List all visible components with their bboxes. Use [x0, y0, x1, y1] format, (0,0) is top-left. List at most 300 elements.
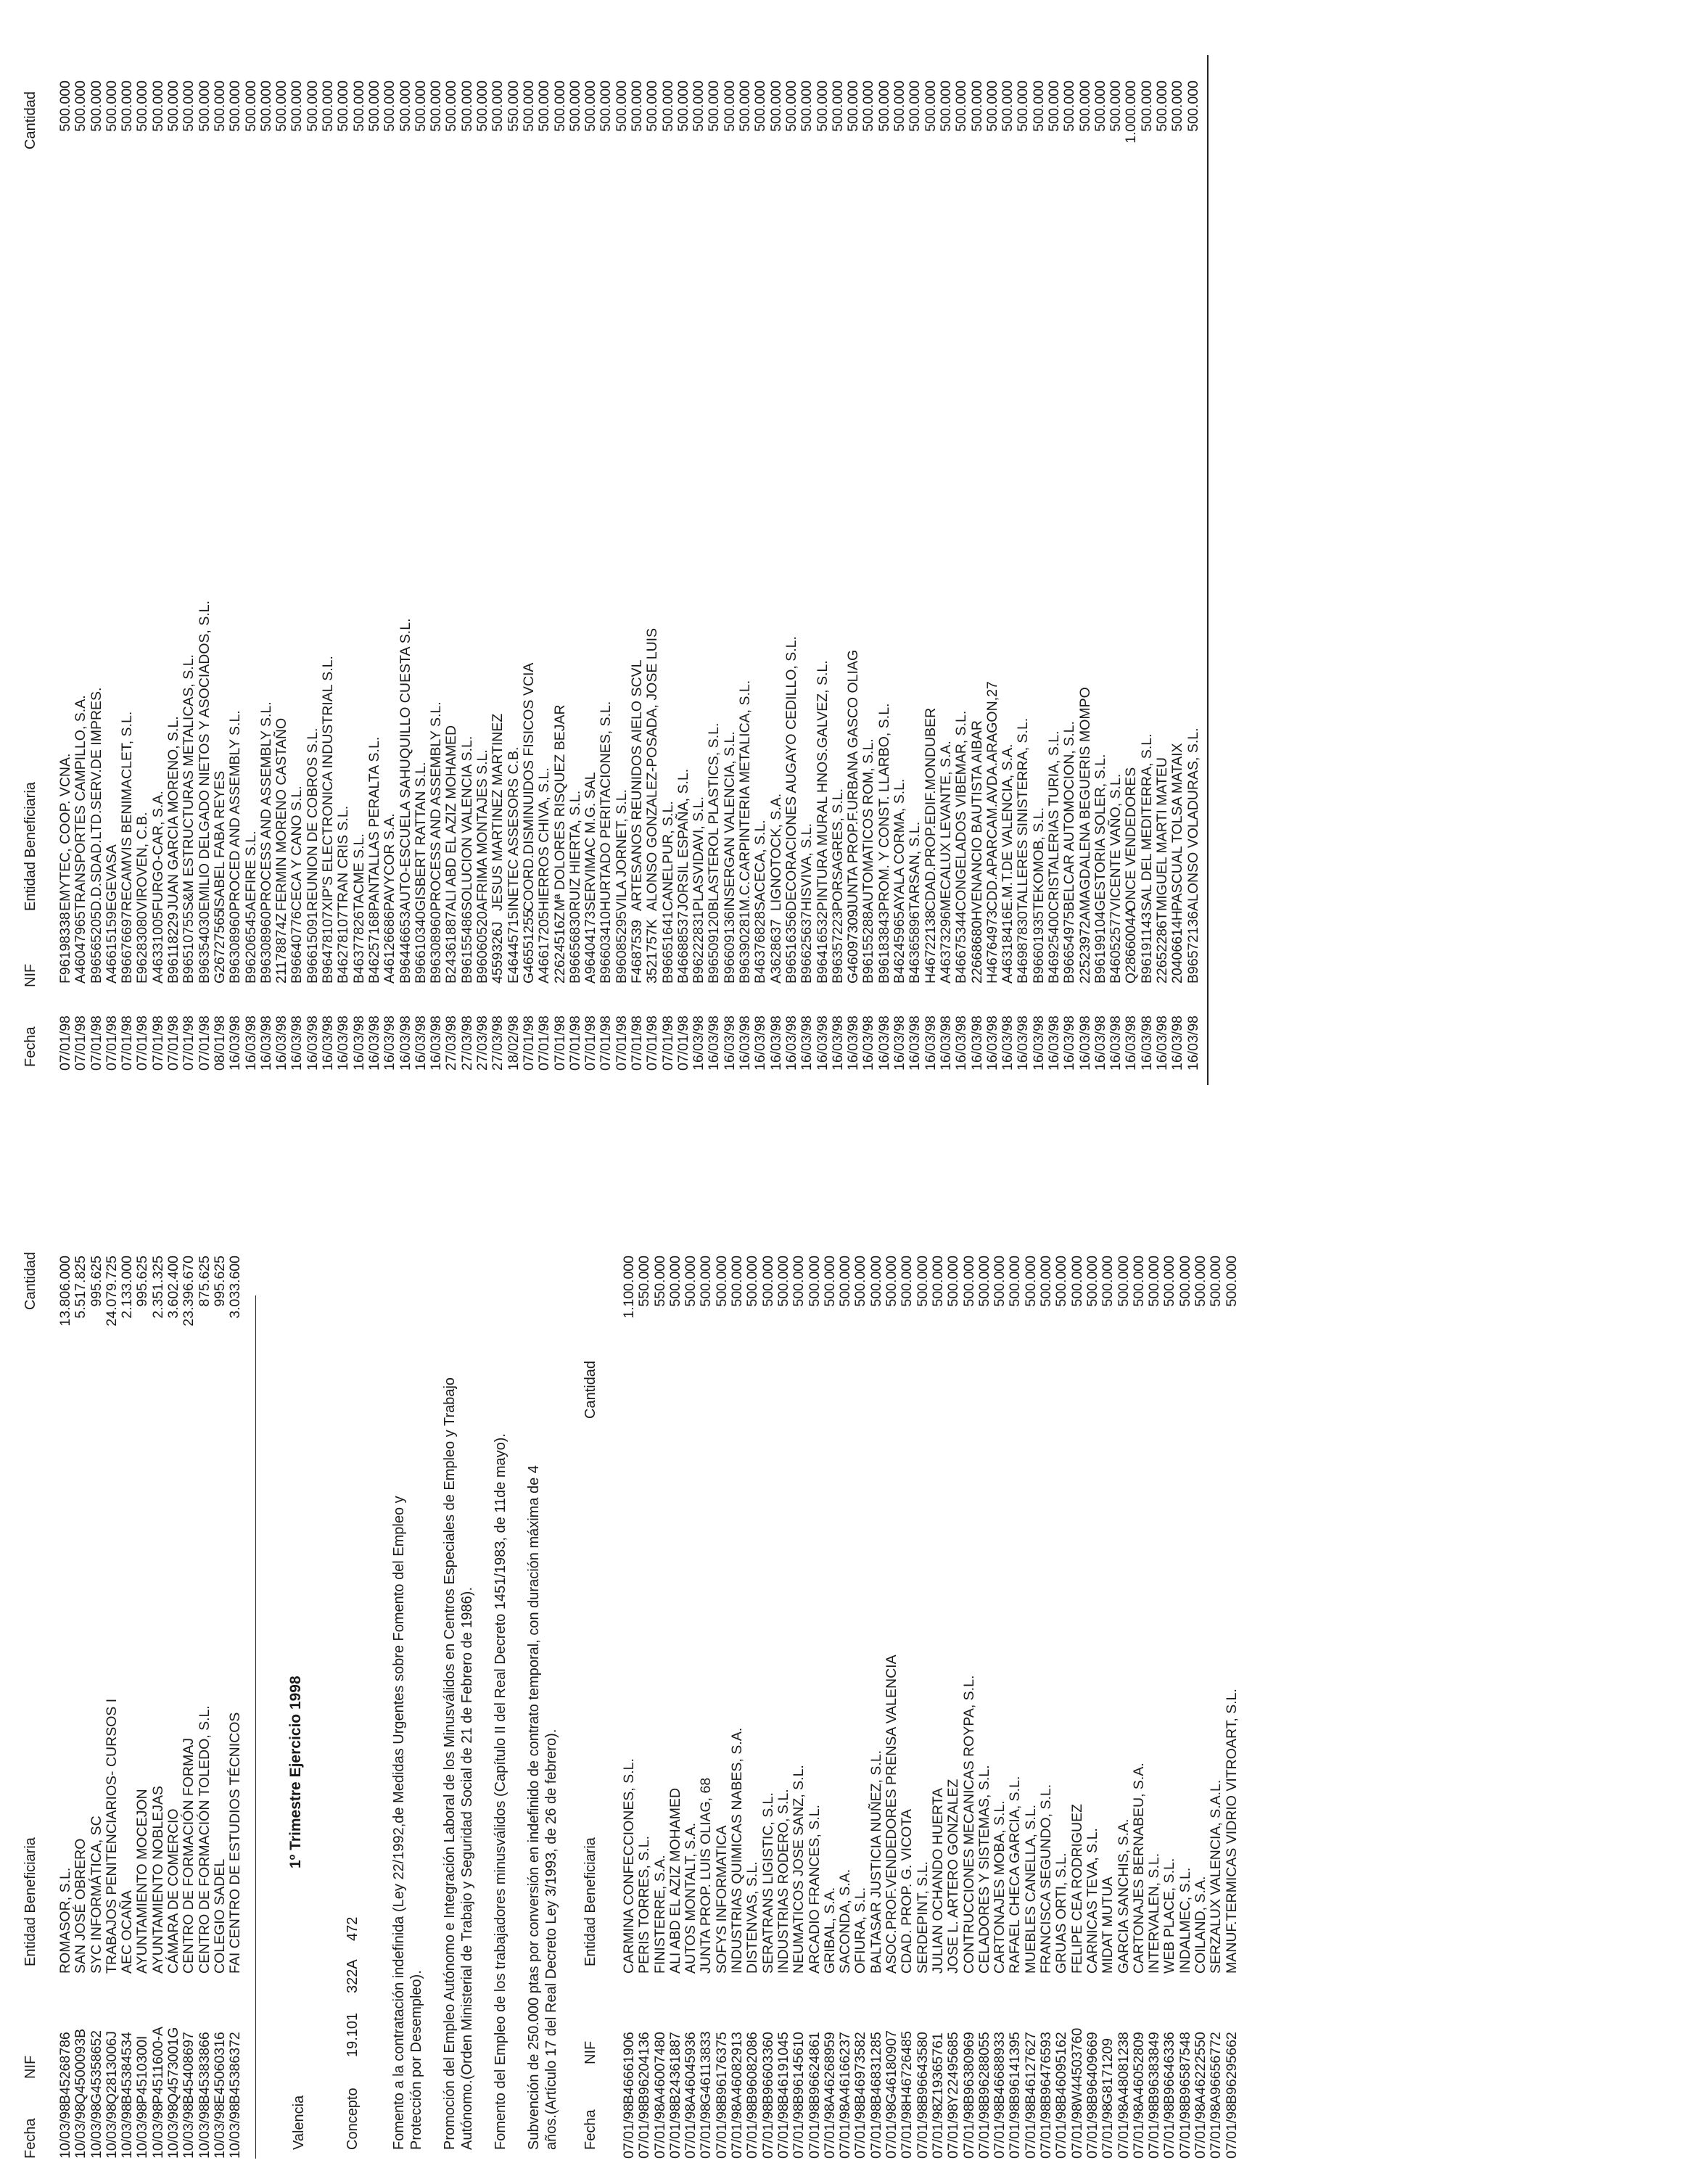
date-cell: 07/01/98	[181, 1015, 197, 1071]
nif-cell: E96283080	[134, 911, 151, 984]
entity-cell: INTERVALEN, S.L.	[1146, 1853, 1163, 1974]
amount-cell: 500.000	[1100, 1256, 1116, 1307]
date-cell: 07/01/98	[567, 1015, 583, 1071]
date-cell: 07/01/98	[536, 1015, 553, 1071]
nif-cell: Q4573001G	[165, 2027, 182, 2104]
date-cell: 07/01/98	[119, 1015, 136, 1071]
nif-cell: B96206545	[242, 911, 259, 984]
entity-cell: SERATRANS LIGISTIC, S.L.	[759, 1792, 776, 1974]
amount-cell: 500.000	[829, 81, 846, 132]
nif-cell: B96416532	[814, 911, 831, 984]
entity-cell: CRISTALERIAS TURIA, S.L.	[1046, 730, 1062, 911]
entity-cell: DISTENVAS, S.L.	[744, 1861, 761, 1974]
entity-cell: VIROVEN, C.B.	[134, 812, 151, 911]
date-cell: 10/03/98	[196, 2103, 213, 2159]
entity-cell: VENANCIO BAUTISTA AIBAR	[968, 720, 985, 911]
amount-cell: 500.000	[937, 81, 954, 132]
date-cell: 07/01/98	[196, 1015, 213, 1071]
date-cell: 08/01/98	[211, 1015, 228, 1071]
paragraph-2-line-1: Promoción del Empleo Autónomo e Integración Laboral de los Minusválidos en Centros Especiales de Empleo y Trabajo	[442, 1377, 458, 2150]
nif-cell: A46615159	[103, 911, 120, 984]
entity-cell: ARCADIO FRANCES, S.L.	[806, 1805, 823, 1974]
amount-cell: 500.000	[567, 81, 583, 132]
date-cell: 07/01/98	[1161, 2103, 1178, 2159]
amount-cell: 500.000	[644, 81, 661, 132]
nif-cell: Y22495685	[945, 2032, 962, 2104]
date-cell: 16/03/98	[953, 1015, 970, 1071]
header-entidad: Entidad Beneficiaria	[22, 1837, 38, 1966]
date-cell: 07/01/98	[775, 2103, 791, 2159]
date-cell: 07/01/98	[1146, 2103, 1163, 2159]
nif-cell: B46127627	[1022, 2032, 1039, 2104]
date-cell: 10/03/98	[181, 2103, 197, 2159]
date-cell: 16/03/98	[799, 1015, 815, 1071]
amount-cell: 500.000	[551, 81, 568, 132]
entity-cell: TALLERES SINISTERRA, S.L.	[1015, 717, 1032, 911]
concepto-label: Concepto	[345, 2088, 361, 2150]
entity-cell: E.M.T.DE VALENCIA, S.A.	[1000, 743, 1016, 911]
entity-cell: PAVYCOR S.A.	[382, 813, 398, 911]
date-cell: 16/03/98	[1138, 1015, 1155, 1071]
amount-cell: 500.000	[1038, 1256, 1055, 1307]
date-cell: 07/01/98	[744, 2103, 761, 2159]
amount-cell: 500.000	[1046, 81, 1062, 132]
date-cell: 07/01/98	[1208, 2103, 1224, 2159]
date-cell: 16/03/98	[382, 1015, 398, 1071]
amount-cell: 500.000	[211, 81, 228, 132]
amount-cell: 500.000	[366, 81, 382, 132]
date-cell: 16/03/98	[937, 1015, 954, 1071]
nif-cell: A46222550	[1192, 2032, 1209, 2104]
entity-cell: VILA JORNET, S.L.	[613, 789, 630, 911]
amount-cell: 500.000	[1208, 1256, 1224, 1307]
amount-cell: 500.000	[814, 81, 831, 132]
amount-cell: 24.079.725	[103, 1256, 120, 1327]
amount-cell: 500.000	[443, 81, 460, 132]
entity-cell: MANUF.TERMICAS VIDRIO VITROART, S.L.	[1223, 1689, 1240, 1974]
entity-cell: S&M ESTRUCTURAS METALICAS, S.L.	[181, 654, 197, 911]
nif-cell: G8171209	[1100, 2037, 1116, 2104]
date-cell: 27/03/98	[443, 1015, 460, 1071]
date-cell: 07/01/98	[628, 1015, 645, 1071]
nif-cell: B96587548	[1177, 2032, 1193, 2104]
header-nif: NIF	[22, 2055, 38, 2079]
amount-cell: 2.133.000	[119, 1256, 136, 1319]
nif-cell: B45383866	[196, 2032, 213, 2104]
paragraph-4-line-2: años.(Artículo 17 del Real Decreto Ley 3/1993, de 26 de febrero).	[543, 1728, 559, 2150]
amount-cell: 500.000	[729, 1256, 746, 1307]
entity-cell: JUNTA PROP. LUIS OLIAG, 68	[698, 1777, 715, 1974]
entity-cell: CONGELADOS VIBEMAR, S.L.	[953, 710, 970, 911]
entity-cell: EMYTEC, COOP. VCNA.	[57, 753, 73, 911]
header-fecha-r: Fecha	[22, 1026, 38, 1067]
date-cell: 07/01/98	[636, 2103, 653, 2159]
nif-cell: B96060520	[474, 911, 491, 984]
entity-cell: AUTOS MONTALT, S.A.	[683, 1822, 699, 1974]
entity-cell: JUNTA PROP.F.URBANA GASCO OLIAG	[845, 649, 862, 911]
entity-cell: TRAN CRIS S.L.	[335, 805, 352, 911]
amount-cell: 500.000	[57, 81, 73, 132]
date-cell: 07/01/98	[868, 2103, 884, 2159]
amount-cell: 500.000	[474, 81, 491, 132]
entity-cell: FERMIN MORENO CASTAÑO	[273, 717, 290, 911]
date-cell: 07/01/98	[884, 2103, 900, 2159]
date-cell: 07/01/98	[1130, 2103, 1147, 2159]
entity-cell: PERIS TORRES, S.L.	[636, 1835, 653, 1974]
amount-cell: 500.000	[382, 81, 398, 132]
amount-cell: 500.000	[922, 81, 939, 132]
entity-cell: AEC OCAÑA	[119, 1890, 136, 1974]
entity-cell: EMILIO DELGADO NIETOS Y ASOCIADOS, S.L.	[196, 600, 213, 911]
amount-cell: 500.000	[1146, 1256, 1163, 1307]
amount-cell: 5.517.825	[73, 1256, 89, 1319]
entity-cell: M.C.CARPINTERIA METALICA, S.L.	[737, 680, 754, 911]
date-cell: 16/03/98	[767, 1015, 784, 1071]
nif-cell: B96656830	[567, 911, 583, 984]
date-cell: 07/01/98	[659, 1015, 676, 1071]
amount-cell: 500.000	[1053, 1256, 1070, 1307]
nif-cell: P4510300I	[134, 2035, 151, 2104]
entity-cell: CELADORES Y SISTEMAS, S.L.	[976, 1765, 992, 1974]
date-cell: 16/03/98	[706, 1015, 722, 1071]
amount-cell: 500.000	[907, 81, 923, 132]
amount-cell: 500.000	[945, 1256, 962, 1307]
amount-cell: 500.000	[744, 1256, 761, 1307]
header-entidad-2: Entidad Beneficiaria	[582, 1837, 598, 1966]
nif-cell: 22652286T	[1154, 912, 1171, 984]
nif-cell: A46126686	[382, 911, 398, 984]
entity-cell: CENTRO DE FORMACIÓN FORMAJ	[181, 1738, 197, 1974]
amount-cell: 500.000	[1000, 81, 1016, 132]
date-cell: 10/03/98	[88, 2103, 104, 2159]
nif-cell: A46007480	[651, 2032, 668, 2104]
nif-cell: A46318416	[1000, 911, 1016, 984]
entity-cell: TARSAN, S.L.	[907, 821, 923, 911]
amount-cell: 3.602.400	[165, 1256, 182, 1319]
amount-cell: 500.000	[598, 81, 614, 132]
date-cell: 16/03/98	[1030, 1015, 1047, 1071]
nif-cell: B96308960	[258, 911, 274, 984]
nif-cell: B96646336	[1161, 2032, 1178, 2104]
entity-cell: JESUS MARTINEZ MARTINEZ	[490, 713, 506, 911]
date-cell: 16/03/98	[876, 1015, 892, 1071]
amount-cell: 2.351.325	[149, 1256, 166, 1319]
nif-cell: B96383849	[1146, 2032, 1163, 2104]
nif-cell: H46764973	[984, 910, 1000, 984]
date-cell: 07/01/98	[1007, 2103, 1024, 2159]
nif-cell: 3521757K	[644, 919, 661, 984]
date-cell: 16/03/98	[1169, 1015, 1186, 1071]
entity-cell: MIGUEL MARTI MATEU	[1154, 757, 1171, 911]
entity-cell: PORSAGRES, S.L.	[829, 788, 846, 911]
nif-cell: B96603410	[598, 911, 614, 984]
amount-cell: 500.000	[691, 81, 707, 132]
date-cell: 07/01/98	[914, 2103, 931, 2159]
amount-cell: 500.000	[968, 81, 985, 132]
date-cell: 10/03/98	[73, 2103, 89, 2159]
nif-cell: B96510755	[181, 911, 197, 984]
entity-cell: CDD.APARCAM.AVDA.ARAGON,27	[984, 681, 1000, 911]
nif-cell: 22668680H	[968, 910, 985, 984]
nif-cell: B46245965	[892, 911, 908, 984]
amount-cell: 500.000	[1185, 81, 1201, 132]
amount-cell: 500.000	[799, 81, 815, 132]
nif-cell: B96601935	[1030, 911, 1047, 984]
amount-cell: 500.000	[458, 81, 475, 132]
date-cell: 16/03/98	[1000, 1015, 1016, 1071]
date-cell: 16/03/98	[721, 1015, 738, 1071]
entity-cell: TRANSPORTES CAMPILLO, S.A.	[73, 695, 89, 911]
amount-cell: 500.000	[783, 81, 799, 132]
date-cell: 10/03/98	[134, 2103, 151, 2159]
amount-cell: 500.000	[806, 1256, 823, 1307]
nif-cell: B96640776	[289, 911, 305, 984]
amount-cell: 500.000	[428, 81, 445, 132]
amount-cell: 500.000	[1092, 81, 1108, 132]
entity-cell: MIDAT MUTUA	[1100, 1876, 1116, 1974]
nif-cell: B45268786	[57, 2032, 73, 2104]
nif-cell: A96656772	[1208, 2032, 1224, 2104]
date-cell: 16/03/98	[1108, 1015, 1124, 1071]
nif-cell: B24361887	[443, 911, 460, 984]
nif-cell: B46661906	[621, 2032, 637, 2104]
nif-cell: B96603360	[759, 2032, 776, 2104]
date-cell: 16/03/98	[1061, 1015, 1078, 1071]
nif-cell: B46688933	[992, 2032, 1008, 2104]
nif-cell: B46095162	[1053, 2032, 1070, 2104]
date-cell: 07/01/98	[1022, 2103, 1039, 2159]
date-cell: 07/01/98	[149, 1015, 166, 1071]
header-nif-r: NIF	[22, 963, 38, 987]
entity-cell: CDAD.PROP.EDIF.MONDUBER	[922, 707, 939, 911]
date-cell: 16/03/98	[258, 1015, 274, 1071]
date-cell: 27/03/98	[490, 1015, 506, 1071]
amount-cell: 500.000	[1007, 1256, 1024, 1307]
nif-cell: G45358652	[88, 2030, 104, 2104]
entity-cell: CONTRUCCIONES MECANICAS ROYPA, S.L.	[960, 1675, 977, 1974]
nif-cell: G46113833	[698, 2031, 715, 2104]
nif-cell: B96308960	[227, 911, 244, 984]
amount-cell: 500.000	[242, 81, 259, 132]
nif-cell: B45386372	[227, 2032, 244, 2104]
nif-cell: Q2813006J	[103, 2031, 120, 2104]
amount-cell: 500.000	[1138, 81, 1155, 132]
nif-cell: B96176375	[713, 2032, 730, 2104]
date-cell: 16/03/98	[737, 1015, 754, 1071]
date-cell: 07/01/98	[1069, 2103, 1085, 2159]
date-cell: 16/03/98	[752, 1015, 769, 1071]
nif-cell: A46617205	[536, 911, 553, 984]
nif-cell: B96145610	[791, 2032, 807, 2104]
amount-cell: 500.000	[88, 81, 104, 132]
concepto-value-1: 19.101	[345, 2012, 361, 2057]
entity-cell: SOLUCION VALENCIA S.L.	[458, 735, 475, 911]
entity-cell: ROMASOR, S.L.	[57, 1867, 73, 1974]
entity-cell: RECAMVIS BENIMACLET, S.L.	[119, 711, 136, 911]
nif-cell: B45408697	[181, 2032, 197, 2104]
nif-cell: B96155486	[458, 911, 475, 984]
entity-cell: CANELPUR, S.L.	[659, 801, 676, 911]
date-cell: 16/03/98	[428, 1015, 445, 1071]
date-cell: 16/03/98	[227, 1015, 244, 1071]
amount-cell: 500.000	[536, 81, 553, 132]
entity-cell: FURGO-CAR, S.A.	[149, 791, 166, 911]
nif-cell: B96615091	[304, 911, 321, 984]
amount-cell: 500.000	[984, 81, 1000, 132]
amount-cell: 500.000	[289, 81, 305, 132]
amount-cell: 550.000	[651, 1256, 668, 1307]
amount-cell: 500.000	[683, 1256, 699, 1307]
date-cell: 07/01/98	[1100, 2103, 1116, 2159]
amount-cell: 500.000	[1177, 1256, 1193, 1307]
entity-cell: SAL DEL MEDITERRA, S.L.	[1138, 733, 1155, 911]
amount-cell: 1.000.000	[1123, 81, 1140, 144]
entity-cell: XIP'S ELECTRONICA INDUSTRIAL S.L.	[320, 656, 337, 911]
date-cell: 10/03/98	[149, 2103, 166, 2159]
date-cell: 07/01/98	[929, 2103, 946, 2159]
amount-cell: 500.000	[767, 81, 784, 132]
nif-cell: B46052577	[1108, 911, 1124, 984]
header-cantidad: Cantidad	[22, 1251, 38, 1310]
entity-cell: BLASTEROL PLASTICS, S.L.	[706, 722, 722, 911]
date-cell: 10/03/98	[119, 2103, 136, 2159]
entity-cell: ALI ABD EL AZIZ MOHAMED	[443, 725, 460, 911]
entity-cell: CARTONAJES MOBA, S.L.	[992, 1800, 1008, 1974]
entity-cell: RAFAEL CHECA GARCIA, S.L.	[1007, 1776, 1024, 1974]
entity-cell: BELCAR AUTOMOCION, S.L.	[1061, 721, 1078, 911]
amount-cell: 550.000	[636, 1256, 653, 1307]
region-title: Valencia	[291, 2095, 307, 2150]
entity-cell: CECA Y CANO S.L.	[289, 786, 305, 911]
nif-cell: B96565205	[88, 911, 104, 984]
date-cell: 07/01/98	[698, 2103, 715, 2159]
date-cell: 10/03/98	[227, 2103, 244, 2159]
entity-cell: GRUAS ORTI, S.L.	[1053, 1853, 1070, 1974]
date-cell: 27/03/98	[474, 1015, 491, 1071]
amount-cell: 995.625	[211, 1256, 228, 1307]
nif-cell: B96516356	[783, 911, 799, 984]
amount-cell: 995.625	[88, 1256, 104, 1307]
entity-cell: GESTORIA SOLER, S.L.	[1092, 754, 1108, 911]
entity-cell: FINISTERRE, S.A.	[651, 1855, 668, 1974]
nif-cell: B96082086	[744, 2032, 761, 2104]
amount-cell: 500.000	[1069, 1256, 1085, 1307]
amount-cell: 500.000	[992, 1256, 1008, 1307]
entity-cell: INSERGAN VALENCIA, S.L.	[721, 731, 738, 911]
nif-cell: B96183843	[876, 911, 892, 984]
entity-cell: FRANCISCA SEGUNDO, S.L.	[1038, 1784, 1055, 1974]
entity-cell: CDAD. PROP. G. VICOTA	[899, 1809, 915, 1974]
date-cell: 16/03/98	[892, 1015, 908, 1071]
amount-cell: 500.000	[628, 81, 645, 132]
entity-cell: CÁMARA DE COMERCIO	[165, 1808, 182, 1974]
amount-cell: 500.000	[1130, 1256, 1147, 1307]
date-cell: 16/03/98	[691, 1015, 707, 1071]
amount-cell: 500.000	[582, 81, 599, 132]
nif-cell: A3628637	[767, 919, 784, 984]
date-cell: 16/03/98	[350, 1015, 367, 1071]
date-cell: 07/01/98	[945, 2103, 962, 2159]
date-cell: 16/03/98	[320, 1015, 337, 1071]
amount-cell: 500.000	[659, 81, 676, 132]
date-cell: 16/03/98	[783, 1015, 799, 1071]
amount-cell: 500.000	[737, 81, 754, 132]
amount-cell: 500.000	[1115, 1256, 1132, 1307]
header-fecha: Fecha	[22, 2118, 38, 2159]
entity-cell: CARTONAJES BERNABEU, S.A.	[1130, 1763, 1147, 1974]
date-cell: 10/03/98	[57, 2103, 73, 2159]
date-cell: 16/03/98	[335, 1015, 352, 1071]
date-cell: 07/01/98	[613, 1015, 630, 1071]
amount-cell: 500.000	[412, 81, 429, 132]
amount-cell: 500.000	[1108, 81, 1124, 132]
entity-cell: CENTRO DE FORMACIÓN TOLEDO, S.L.	[196, 1705, 213, 1974]
entity-cell: FELIPE CEA RODRIGUEZ	[1069, 1803, 1085, 1974]
amount-cell: 500.000	[1161, 1256, 1178, 1307]
entity-cell: AYALA CORMA, S.L.	[892, 778, 908, 911]
nif-cell: B46688537	[675, 911, 691, 984]
amount-cell: 500.000	[759, 1256, 776, 1307]
amount-cell: 500.000	[134, 81, 151, 132]
nif-cell: B96155288	[860, 911, 877, 984]
amount-cell: 500.000	[876, 81, 892, 132]
amount-cell: 500.000	[752, 81, 769, 132]
date-cell: 07/01/98	[852, 2103, 869, 2159]
entity-cell: BALTASAR JUSTICIA NUÑEZ, S.L.	[868, 1750, 884, 1974]
amount-cell: 1.100.000	[621, 1256, 637, 1319]
amount-cell: 500.000	[520, 81, 537, 132]
entity-cell: DECORACIONES AUGAYO CEDILLO, S.L.	[783, 636, 799, 911]
amount-cell: 500.000	[852, 1256, 869, 1307]
amount-cell: 500.000	[335, 81, 352, 132]
entity-cell: JOSE L. ARTERO GONZALEZ	[945, 1779, 962, 1974]
concepto-value-2: 322A	[345, 1959, 361, 1993]
entity-cell: HURTADO PERITACIONES, S.L.	[598, 701, 614, 911]
entity-cell: SERDEPINT, S.L.	[914, 1861, 931, 1974]
paragraph-2-line-2: Autónomo.(Orden Ministerial de Trabajo y Seguridad Social de 21 de Febrero de 1986).	[459, 1586, 475, 2150]
date-cell: 07/01/98	[667, 2103, 683, 2159]
entity-cell: INETEC ASSESORS C.B.	[505, 746, 522, 911]
amount-cell: 500.000	[613, 81, 630, 132]
amount-cell: 500.000	[899, 1256, 915, 1307]
date-cell: 16/03/98	[1123, 1015, 1140, 1071]
entity-cell: EGEVASA	[103, 844, 120, 911]
nif-cell: B46675344	[953, 911, 970, 984]
date-cell: 07/01/98	[88, 1015, 104, 1071]
nif-cell: B96624861	[806, 2032, 823, 2104]
amount-cell: 500.000	[775, 1256, 791, 1307]
amount-cell: 500.000	[976, 1256, 992, 1307]
date-cell: 07/01/98	[1192, 2103, 1209, 2159]
entity-cell: AYUNTAMIENTO MOCEJON	[134, 1789, 151, 1974]
entity-cell: JUAN GARCIA MORENO, S.L.	[165, 716, 182, 911]
amount-cell: 500.000	[165, 81, 182, 132]
nif-cell: B96222831	[691, 911, 707, 984]
nif-cell: G46097309	[845, 910, 862, 984]
nif-cell: B96610340	[412, 911, 429, 984]
date-cell: 18/02/98	[505, 1015, 522, 1071]
date-cell: 10/03/98	[211, 2103, 228, 2159]
nif-cell: E46445715	[505, 911, 522, 984]
date-cell: 16/03/98	[1015, 1015, 1032, 1071]
date-cell: 07/01/98	[644, 1015, 661, 1071]
nif-cell: B24361887	[667, 2032, 683, 2104]
entity-cell: GARCIA SANCHIS, S.A.	[1115, 1818, 1132, 1974]
amount-cell: 550.000	[505, 81, 522, 132]
date-cell: 07/01/98	[103, 1015, 120, 1071]
entity-cell: COILAND, S.A.	[1192, 1876, 1209, 1974]
entity-cell: REUNION DE COBROS S.L.	[304, 728, 321, 911]
